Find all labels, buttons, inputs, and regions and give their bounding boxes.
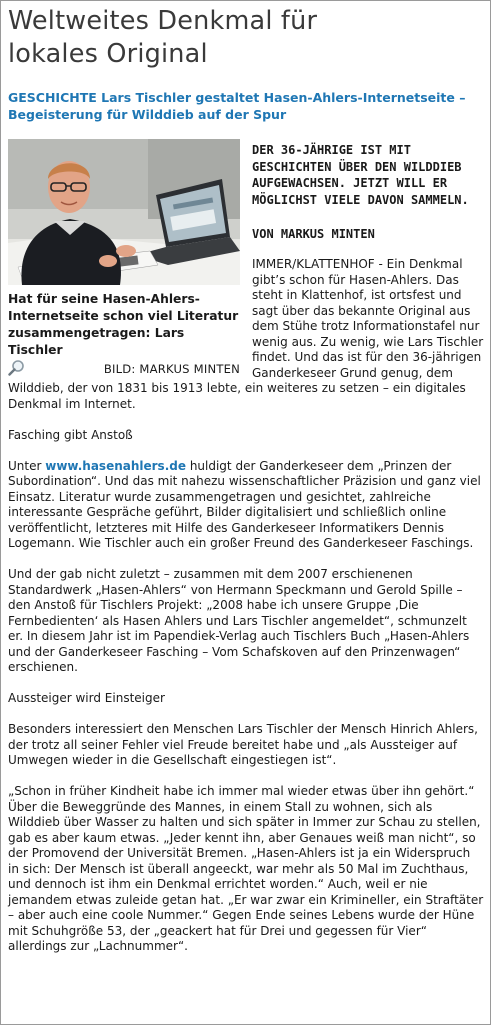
byline: VON MARKUS MINTEN — [252, 227, 375, 241]
section-heading: Fasching gibt Anstoß — [8, 427, 133, 442]
paragraph-text: Unter — [8, 458, 46, 473]
website-link[interactable]: www.hasenahlers.de — [45, 458, 186, 473]
paragraph — [8, 459, 484, 552]
article-photo[interactable] — [8, 139, 240, 285]
teaser: DER 36-JÄHRIGE IST MIT GESCHICHTEN ÜBER DEN WILDDIEB AUFGEWACHSEN. JETZT WILL ER MÖGLICHST VIELE DAVON SAMMELN. — [252, 143, 469, 207]
subheadline: GESCHICHTE Lars Tischler gestaltet Hasen-Ahlers-Internetseite – Begeisterung für Wilddieb auf der Spur — [8, 90, 466, 122]
headline-line-2: lokales Original — [8, 39, 208, 69]
headline — [8, 5, 484, 71]
photo-caption: Hat für seine Hasen-Ahlers-Internetseite schon viel Literatur zusammengetragen: Lars Tischler — [8, 292, 239, 357]
paragraph: Besonders interessiert den Menschen Lars Tischler der Mensch Hinrich Ahlers, der trotz all seiner Fehler viel Freude bereitet habe und „als Aussteiger auf Umwegen wieder in die Gesellschaft eingestiegen ist“. — [8, 722, 478, 767]
headline-line-1: Weltweites Denkmal für — [8, 6, 318, 36]
photo-credit-row — [8, 359, 240, 377]
paragraph: IMMER/KLATTENHOF - Ein Denkmal gibt’s schon für Hasen-Ahlers. Das steht in Klattenhof, ist ortsfest und sagt über das bekannte Original aus dem Stühe trotz Informationstafel nur wenig aus. Zu wenig, wie Lars Tischler findet. Und das ist für den 36-jährigen Ganderkeseer Grund genug, dem Wilddieb, der von 1831 bis 1913 lebte, ein weiteres zu setzen – ein digitales Denkmal im Internet. — [8, 257, 484, 411]
article-figure — [8, 139, 240, 377]
photo-credit: BILD: MARKUS MINTEN — [103, 361, 240, 376]
article — [8, 5, 484, 970]
paragraph: Und der gab nicht zuletzt – zusammen mit dem 2007 erschienenen Standardwerk „Hasen-Ahlers“ von Hermann Speckmann und Gerold Spille – den Anstoß für Tischlers Projekt: „2008 habe ich unsere Gruppe ‚Die Fernbedienten‘ als Hasen Ahlers und Lars Tischler angemeldet“, schmunzelt er. In diesem Jahr ist im Papendiek-Verlag auch Tischlers Buch „Hasen-Ahlers und der Ganderkeseer Fasching – Vom Schafskoven auf den Prinzenwagen“ erschienen. — [8, 567, 470, 674]
paragraph-text: huldigt der Ganderkeseer dem „Prinzen der Subordination“. Und das mit nahezu wissenschaftlicher Präzision und ganz viel Einsatz. Literatur wurde zusammengetragen und gesichtet, zahlreiche interessante Gespräche geführt, Bilder digitalisiert und schließlich online veröffentlicht, letzteres mit Hilfe des Ganderkeseer Informatikers Dennis Logemann. Wie Tischler auch ein großer Freund des Ganderkeseer Faschings. — [8, 458, 481, 550]
section-heading: Aussteiger wird Einsteiger — [8, 691, 165, 705]
paragraph: „Schon in früher Kindheit habe ich immer mal wieder etwas über ihn gehört.“ Über die Beweggründe des Mannes, in einem Stall zu wohnen, sich als Wilddieb über Wasser zu halten und sich später in Immer zur Schau zu stellen, gab es aber kaum etwas. „Jeder kennt ihn, aber Genaues weiß man nicht“, so der Promovend der Universität Bremen. „Hasen-Ahlers ist ja ein Widerspruch in sich: Der Mensch ist überall angeeckt, war mehr als 50 Mal im Zuchthaus, und dennoch ist ihm ein Denkmal errichtet worden.“ Auch, weil er nie jemandem etwas zuleide getan hat. „Er war zwar ein Krimineller, ein Straftäter – aber auch eine coole Nummer.“ Gegen Ende seines Lebens wurde der Hüne mit Schuhgröße 53, der „geackert hat für Drei und gegessen für Vier“ allerdings zur „Lachnummer“. — [8, 784, 484, 953]
magnifier-icon[interactable] — [8, 359, 26, 377]
